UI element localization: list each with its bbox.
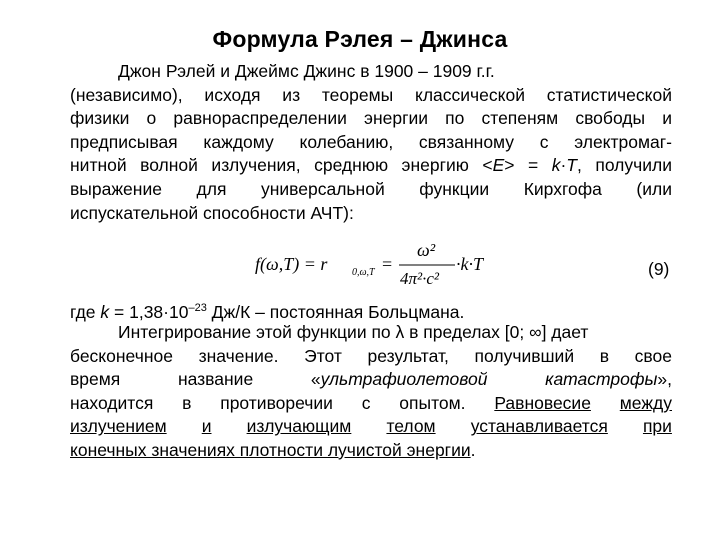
intro-line-3: физики о равнораспределении энергии по степеням свободы и [70, 108, 672, 129]
catastrophe-paragraph [70, 321, 672, 463]
page-title: Формула Рэлея – Джинса [212, 26, 508, 52]
formula-lhs: f(ω,T) = r [255, 254, 328, 274]
intro-paragraph [70, 60, 672, 225]
formula-rhs: ·k·T [456, 254, 483, 274]
equation-number: (9) [648, 259, 670, 279]
rayleigh-jeans-formula [255, 238, 495, 288]
intro-line-5: нитной волной излучения, среднюю энергию <E> = k·T, получили [70, 155, 673, 176]
para3-line-2: бесконечное значение. Этот результат, получивший в свое [70, 345, 672, 366]
intro-line-1: Джон Рэлей и Джеймс Джинс в 1900 – 1909 г.г. [118, 61, 495, 81]
formula-numerator: ω² [417, 240, 436, 260]
intro-line-7: испускательной способности АЧТ): [70, 202, 354, 223]
intro-line-4: предписывая каждому колебанию, связанному с электромаг- [70, 131, 672, 152]
para3-line-1: Интегрирование этой функции по λ в пределах [0; ∞] дает [118, 322, 589, 342]
boltzmann-line: где $k = 1,38\cdot 10^{-23}$ Дж/К – постоянная Больцмана. [70, 301, 465, 322]
formula-denominator: 4π²·c² [400, 269, 440, 288]
para3-line-3: время название «ультрафиолетовой катастрофы», [70, 369, 672, 390]
intro-line-6: выражение для универсальной функции Кирхгофа (или [70, 178, 672, 199]
para3-line-5: излучением и излучающим телом устанавливается при [70, 416, 672, 437]
para3-line-4: находится в противоречии с опытом. Равновесие между [70, 392, 672, 413]
formula-equals: = [382, 254, 393, 274]
para3-line-6: конечных значениях плотности лучистой энергии. [70, 439, 476, 460]
formula-subscript: 0,ω,T [352, 267, 375, 278]
intro-line-2: (независимо), исходя из теоремы классической статистической [70, 84, 672, 105]
